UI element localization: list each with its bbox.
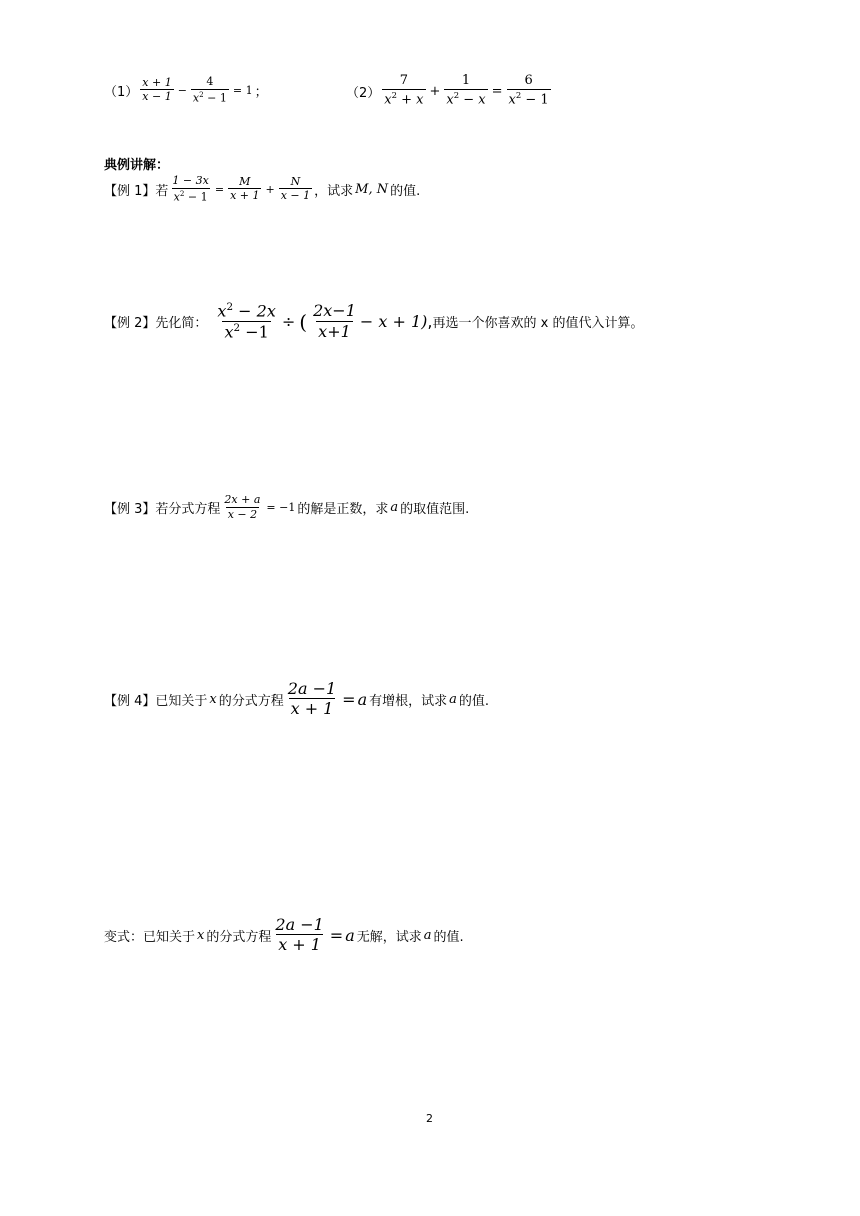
problem-2-fraction-2: $\frac{1}{x^2 - x}$ [446,73,486,108]
example-3-fraction: $\frac{2x + a}{x - 2}$ [224,493,261,521]
example-1: 【例 1】 若 $\frac{1 - 3x}{x^2 - 1}$ = $\frac{M}{x + 1}$ + $\frac{N}{x - 1}$ ，试求 M, N 的值. [104,174,421,204]
variant-fraction: $\frac{2a -1}{x + 1}$ [275,915,324,955]
example-1-fraction-1: $\frac{1 - 3x}{x^2 - 1}$ [172,174,209,204]
example-2: 【例 2】 先化简： $\frac{x^2 - 2x}{x^2 -1}$ ÷ ( $\frac{2x-1}{x+1}$ − x + 1) , 再选一个你喜欢的 x 的值代入计算。 [104,301,644,342]
problem-1: （1） $\frac{x + 1}{x - 1}$ − $\frac{4}{x^2 - 1}$ = 1 ； [104,75,268,105]
example-1-fraction-2: $\frac{M}{x + 1}$ [230,174,260,203]
problem-2: （2） $\frac{7}{x^2 + x}$ + $\frac{1}{x^2 - x}$ = $\frac{6}{x^2 - 1}$ [346,73,549,108]
problem-2-fraction-1: $\frac{7}{x^2 + x}$ [384,73,424,108]
example-4-label: 【例 4】 [104,693,156,709]
problem-2-label: （2） [346,85,381,101]
problem-1-label: （1） [104,84,139,100]
section-title: 典例讲解： [104,158,170,173]
variant-problem: 变式： 已知关于 x 的分式方程 $\frac{2a -1}{x + 1}$ = a 无解，试求 a 的值. [104,915,464,955]
example-4-fraction: $\frac{2a -1}{x + 1}$ [287,679,337,719]
example-2-label: 【例 2】 [104,316,156,332]
example-1-label: 【例 1】 [104,183,156,199]
example-3-label: 【例 3】 [104,502,156,518]
example-3: 【例 3】 若分式方程 $\frac{2x + a}{x - 2}$ = −1 的解是正数，求 a 的取值范围. [104,493,470,521]
problem-1-fraction-1: $\frac{x + 1}{x - 1}$ [142,75,172,104]
example-4: 【例 4】 已知关于 x 的分式方程 $\frac{2a -1}{x + 1}$ = a 有增根，试求 a 的值. [104,679,490,719]
problem-2-fraction-3: $\frac{6}{x^2 - 1}$ [508,73,549,108]
example-1-fraction-3: $\frac{N}{x - 1}$ [280,174,311,203]
page-number: 2 [426,1112,433,1125]
variant-label: 变式： [104,929,144,945]
example-2-fraction-2: $\frac{2x-1}{x+1}$ [313,301,356,341]
problem-1-fraction-2: $\frac{4}{x^2 - 1}$ [192,75,227,105]
example-2-fraction-1: $\frac{x^2 - 2x}{x^2 -1}$ [217,301,276,342]
